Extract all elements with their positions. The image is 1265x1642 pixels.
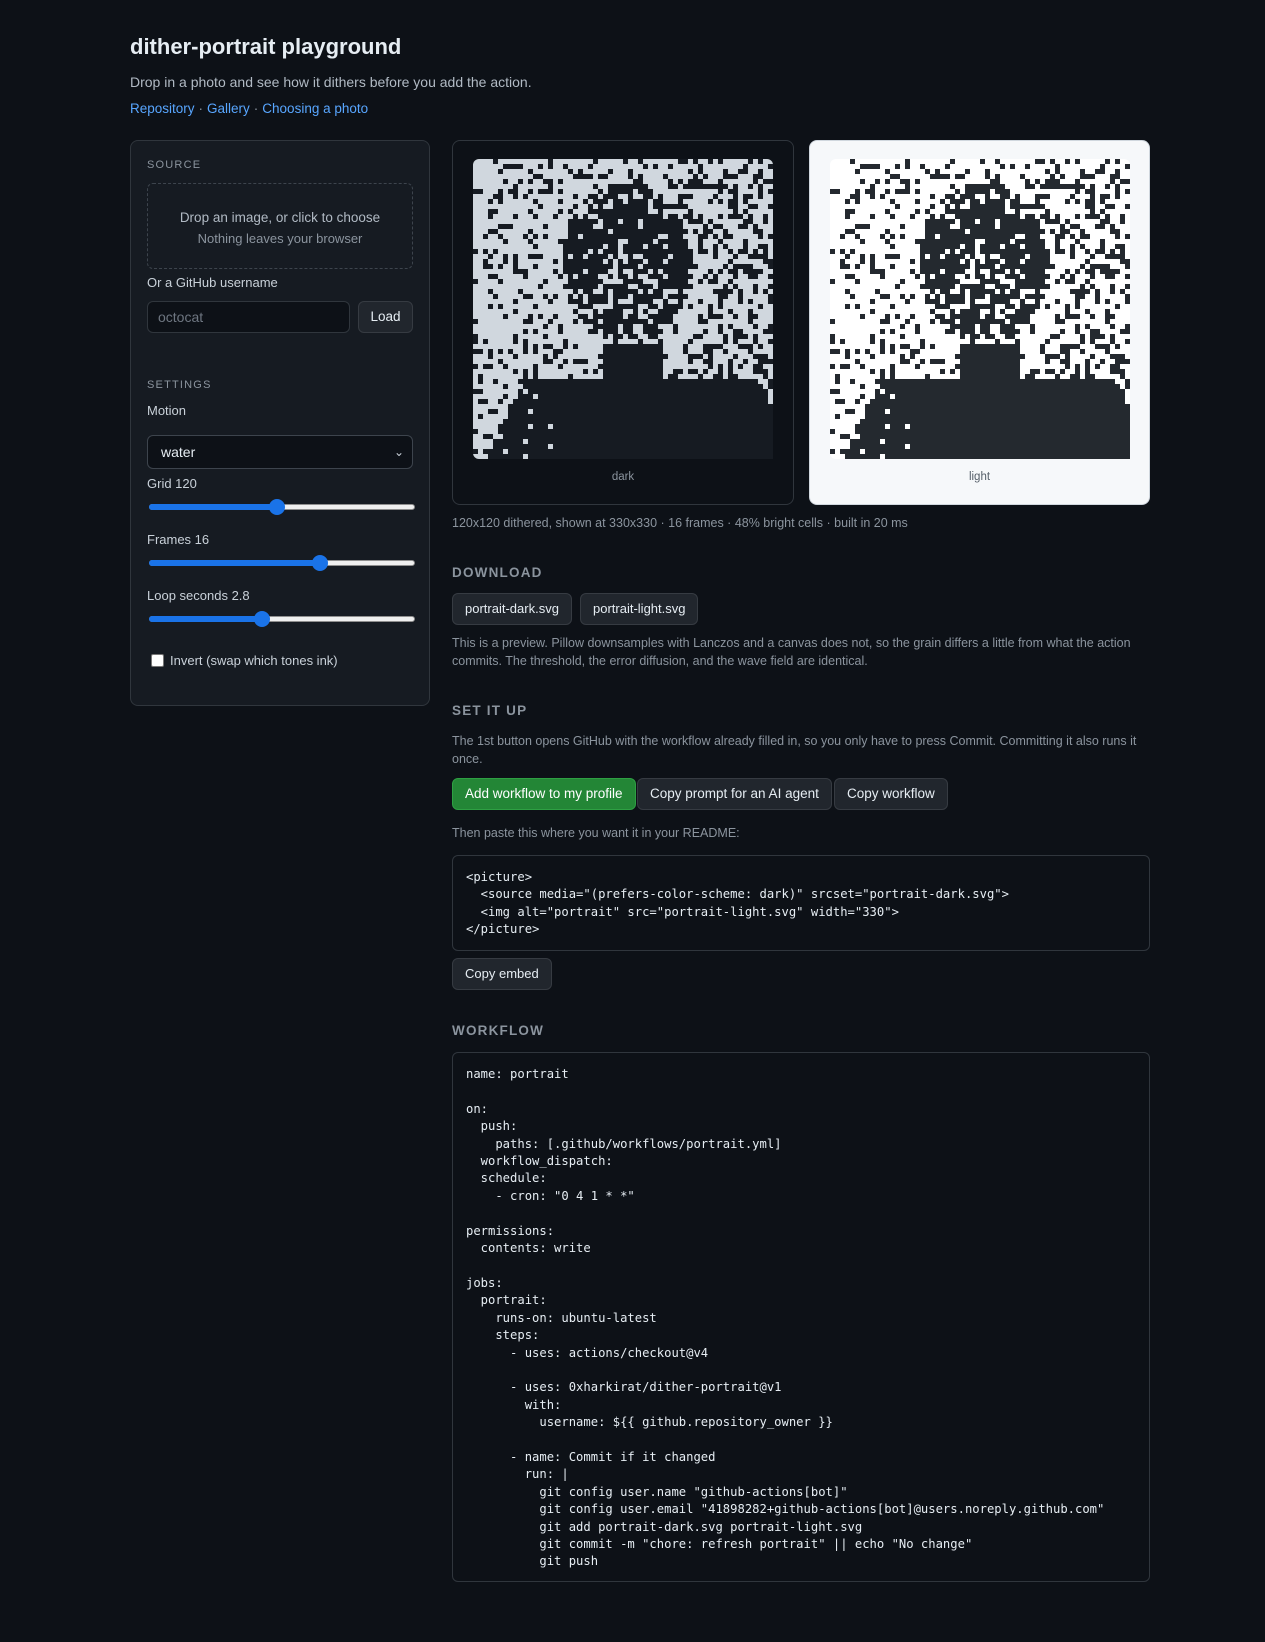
frames-label: Frames 16 (147, 532, 210, 547)
download-heading: DOWNLOAD (452, 565, 543, 580)
embed-code-block[interactable]: <picture> <source media="(prefers-color-scheme: dark)" srcset="portrait-dark.svg"> <img alt="portrait" src="portrait-light.svg" width="330"> </picture> (452, 855, 1150, 951)
motion-selected-value: water (161, 444, 196, 460)
motion-select[interactable] (147, 435, 413, 469)
loop-seconds-label: Loop seconds 2.8 (147, 588, 250, 603)
workflow-code-block[interactable]: name: portrait on: push: paths: [.github/workflows/portrait.yml] workflow_dispatch: schedule: - cron: "0 4 1 * *" permissions: contents: write jobs: portrait: runs-on: ubuntu-latest steps: - uses: actions/checkout@v4 - uses: 0xharkirat/dither-portrait@v1 with: username: ${{ github.repository_owner }} - name: Commit if it changed run: | git config user.name "github-actions[bot]" git config user.email "41898282+github-actions[bot]@users.noreply.github.com" git add portrait-dark.svg portrait-light.svg git commit -m "chore: refresh portrait" || echo "No change" git push (452, 1052, 1150, 1582)
workflow-heading: WORKFLOW (452, 1023, 545, 1038)
chevron-down-icon: ⌄ (393, 445, 404, 459)
loop-seconds-slider[interactable] (149, 611, 415, 627)
slider-thumb[interactable] (312, 555, 328, 571)
grid-label: Grid 120 (147, 476, 197, 491)
setup-description: The 1st button opens GitHub with the workflow already filled in, so you only have to press Commit. Committing it also runs it once. (452, 734, 1137, 766)
motion-label: Motion (147, 403, 187, 418)
slider-fill (149, 504, 277, 510)
header-links (130, 100, 1150, 118)
dark-preview-caption: dark (611, 471, 635, 483)
slider-thumb[interactable] (269, 499, 285, 515)
gallery-link[interactable]: Gallery (207, 101, 250, 116)
dropzone-prompt: Drop an image, or click to choose (179, 210, 381, 225)
username-label: Or a GitHub username (147, 275, 278, 290)
username-input[interactable]: octocat (147, 301, 350, 333)
page-subtitle: Drop in a photo and see how it dithers before you add the action. (130, 74, 532, 90)
render-stats: 120x120 dithered, shown at 330x330 · 16 frames · 48% bright cells · built in 20 ms (452, 516, 908, 530)
source-section-label: SOURCE (147, 159, 202, 171)
light-preview-card (809, 140, 1150, 505)
dropzone-privacy-note: Nothing leaves your browser (197, 231, 363, 246)
choosing-photo-link[interactable]: Choosing a photo (262, 101, 369, 116)
dark-preview-card (452, 140, 794, 505)
download-dark-svg-button[interactable]: portrait-dark.svg (452, 593, 572, 625)
slider-thumb[interactable] (254, 611, 270, 627)
grid-slider[interactable] (149, 499, 415, 515)
load-button[interactable]: Load (358, 301, 413, 333)
light-preview-caption: light (968, 471, 991, 483)
page-title: dither-portrait playground (130, 34, 402, 59)
copy-prompt-button[interactable]: Copy prompt for an AI agent (637, 778, 832, 810)
invert-checkbox[interactable] (151, 654, 164, 667)
invert-option[interactable] (151, 653, 338, 669)
frames-slider[interactable] (149, 555, 415, 571)
controls-panel (130, 140, 430, 706)
link-separator: · (253, 101, 259, 116)
dark-dithered-portrait (473, 159, 773, 459)
light-dithered-portrait (830, 159, 1130, 459)
copy-workflow-button[interactable]: Copy workflow (834, 778, 948, 810)
image-dropzone[interactable] (147, 183, 413, 269)
settings-section-label: SETTINGS (147, 379, 212, 391)
repository-link[interactable]: Repository (130, 101, 195, 116)
download-light-svg-button[interactable]: portrait-light.svg (580, 593, 698, 625)
copy-embed-button[interactable]: Copy embed (452, 958, 552, 990)
slider-fill (149, 560, 320, 566)
setup-heading: SET IT UP (452, 703, 528, 718)
download-note: This is a preview. Pillow downsamples with Lanczos and a canvas does not, so the grain differs a little from what the action commits. The threshold, the error diffusion, and the wave field are identical. (452, 636, 1131, 668)
link-separator: · (198, 101, 204, 116)
add-workflow-button[interactable]: Add workflow to my profile (452, 778, 636, 810)
slider-fill (149, 616, 262, 622)
paste-note: Then paste this where you want it in your README: (452, 826, 740, 840)
page-header (130, 30, 1150, 118)
invert-label: Invert (swap which tones ink) (170, 653, 338, 668)
